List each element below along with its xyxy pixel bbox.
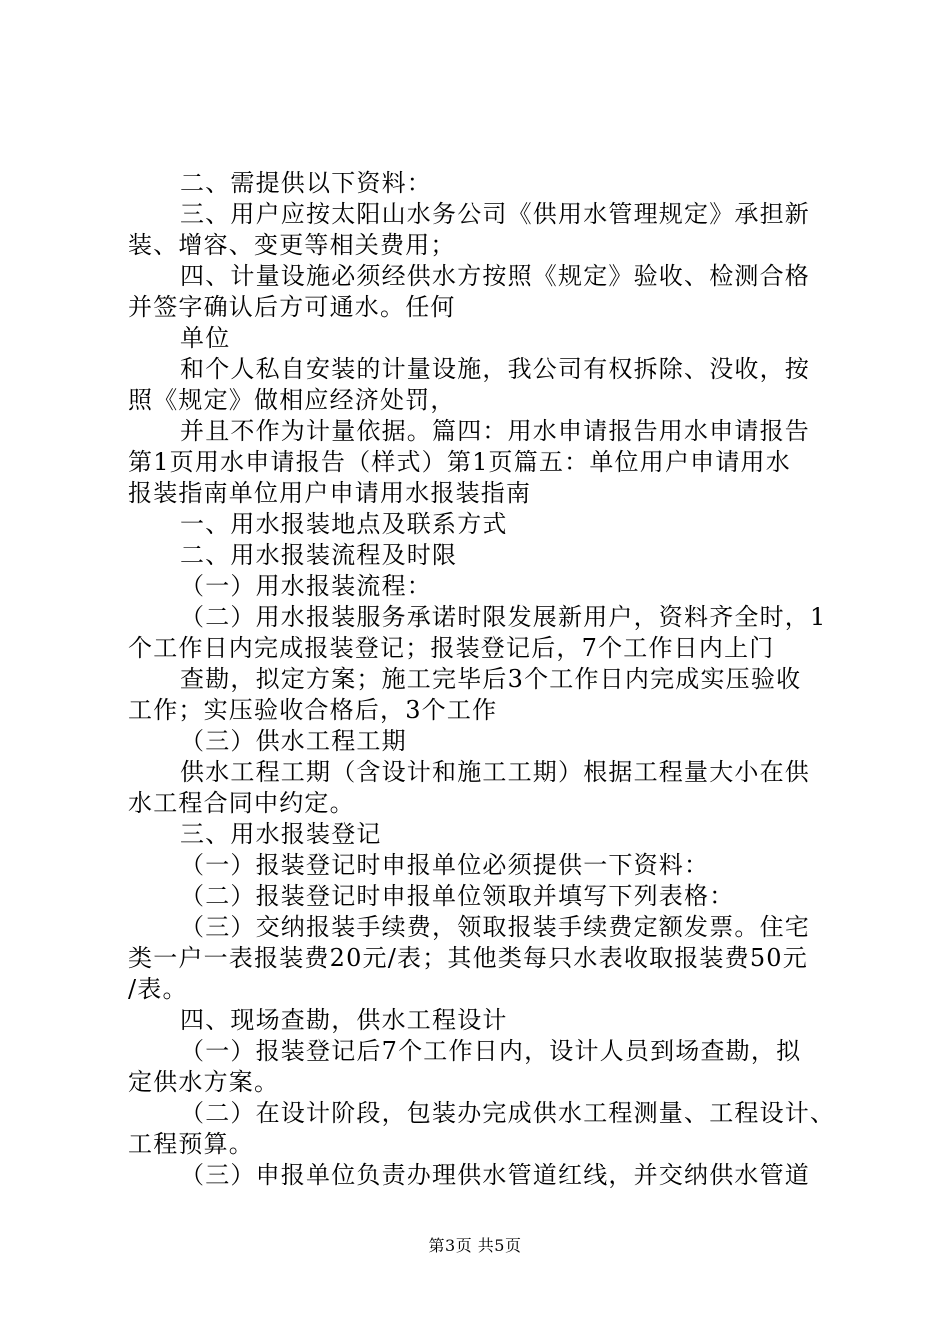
text-line: 并且不作为计量依据。篇四：用水申请报告用水申请报告 [180,417,810,445]
text-line: 个工作日内完成报装登记；报装登记后，7个工作日内上门 [128,634,775,662]
text-line: （二）报装登记时申报单位领取并填写下列表格： [180,882,735,910]
text-line: 一、用水报装地点及联系方式 [180,510,508,538]
text-line: 二、用水报装流程及时限 [180,541,458,569]
text-line: （三）供水工程工期 [180,727,407,755]
text-line: 四、计量设施必须经供水方按照《规定》验收、检测合格 [180,262,810,290]
text-line: 类一户一表报装费20元/表；其他类每只水表收取报装费50元 [128,944,808,972]
text-line: （一）报装登记时申报单位必须提供一下资料： [180,851,710,879]
text-line: 查勘，拟定方案；施工完毕后3个工作日内完成实压验收 [180,665,802,693]
text-line: /表。 [128,975,188,1003]
text-line: 工作；实压验收合格后，3个工作 [128,696,498,724]
text-line: （二）在设计阶段，包装办完成供水工程测量、工程设计、 [180,1099,836,1127]
text-line: 四、现场查勘，供水工程设计 [180,1006,508,1034]
text-line: 并签字确认后方可通水。任何 [128,293,456,321]
text-line: 第1页用水申请报告（样式）第1页篇五：单位用户申请用水 [128,448,791,476]
text-line: 二、需提供以下资料： [180,169,432,197]
text-line: 供水工程工期（含设计和施工工期）根据工程量大小在供 [180,758,810,786]
document-body [128,168,836,1191]
text-line: 水工程合同中约定。 [128,789,355,817]
text-line: 定供水方案。 [128,1068,280,1096]
text-line: （一）报装登记后7个工作日内，设计人员到场查勘，拟 [180,1037,802,1065]
text-line: （三）申报单位负责办理供水管道红线，并交纳供水管道 [180,1161,810,1189]
text-line: 工程预算。 [128,1130,254,1158]
text-line: （一）用水报装流程： [180,572,432,600]
text-line: 报装指南单位用户申请用水报装指南 [128,479,532,507]
text-line: 单位 [180,324,231,352]
text-line: 装、增容、变更等相关费用； [128,231,456,259]
text-line: 三、用水报装登记 [180,820,382,848]
text-line: 和个人私自安装的计量设施，我公司有权拆除、没收，按 [180,355,810,383]
text-line: 三、用户应按太阳山水务公司《供用水管理规定》承担新 [180,200,810,228]
text-line: （二）用水报装服务承诺时限发展新用户，资料齐全时，1 [180,603,827,631]
page-footer: 第3页 共5页 [428,1236,522,1255]
text-line: （三）交纳报装手续费，领取报装手续费定额发票。住宅 [180,913,810,941]
text-line: 照《规定》做相应经济处罚， [128,386,456,414]
